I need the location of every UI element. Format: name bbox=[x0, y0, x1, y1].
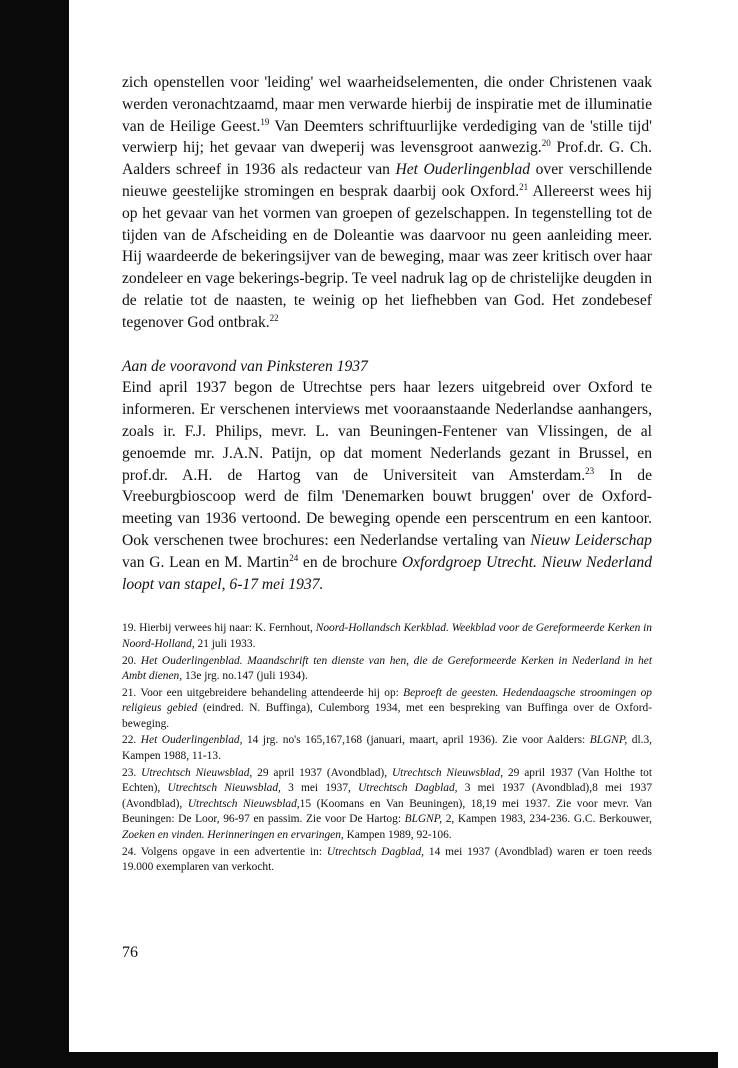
text: 14 mei 1937 (Avondblad) waren er toen reeds 19.000 exemplaren van verkocht. bbox=[122, 845, 652, 874]
footnote-ref-23: 23 bbox=[585, 465, 595, 476]
footnote-22 bbox=[122, 733, 652, 764]
italic-title: BLGNP, bbox=[589, 734, 628, 747]
italic-title: Het Ouderlingenblad, bbox=[140, 734, 243, 747]
text: 24. Volgens opgave in een advertentie in: bbox=[122, 845, 327, 858]
text: 3 mei 1937 (Avondblad),8 mei 1937 (Avondblad), bbox=[122, 782, 653, 810]
text: van G. Lean en M. Martin bbox=[122, 553, 290, 571]
text: 14 jrg. no's 165,167,168 (januari, maart, april 1936). Zie voor Aalders: bbox=[242, 734, 590, 747]
text: 15 (Koomans en Van Beuningen), 18,19 mei 1937. Zie voor mevr. Van Beuningen: De Loor, 96-97 en passim. Zie voor De Hartog: bbox=[122, 797, 652, 826]
italic-title: Nieuw Leiderschap bbox=[530, 531, 652, 549]
italic-title: Noord-Hollandsch Kerkblad. Weekblad voor de Gereformeerde Kerken in Noord-Holland, bbox=[122, 622, 652, 650]
text: 3 mei 1937, bbox=[280, 782, 359, 795]
text: (eindred. N. Buffinga), Culemborg 1934, met een bespreking van Buffinga over de Oxford-beweging. bbox=[122, 702, 652, 730]
text: 20. bbox=[122, 654, 141, 667]
text: In de Vreeburgbioscoop werd de film 'Denemarken bouwt bruggen' over de Oxford-meeting van 1936 vertoond. De beweging opende een perscentrum en een kantoor. Ook verschenen twee brochures: een Nederlandse vertaling van bbox=[122, 466, 652, 549]
bottom-scan-border bbox=[69, 1052, 718, 1068]
text: Eind april 1937 begon de Utrechtse pers haar lezers uitgebreid over Oxford te informeren. Er verschenen interviews met vooraanstaande Nederlandse aanhangers, zoals ir. F.J. Philips, mevr. L. van Beuningen-Fentener van Vlissingen, de al genoemde mr. J.A.N. Patijn, op dat moment Nederlands gezant in Brussel, en prof.dr. A.H. de Hartog van de Universiteit van Amsterdam. bbox=[122, 379, 652, 484]
text: 22. bbox=[122, 734, 141, 747]
page-number: 76 bbox=[122, 944, 138, 961]
italic-title: Oxfordgroep Utrecht. Nieuw Nederland loopt van stapel, 6-17 mei 1937. bbox=[122, 553, 652, 593]
section-heading: Aan de vooravond van Pinksteren 1937 bbox=[122, 357, 368, 375]
footnote-ref-21: 21 bbox=[519, 181, 529, 192]
footnotes bbox=[122, 621, 652, 876]
footnote-21 bbox=[122, 686, 652, 733]
text: 13e jrg. no.147 (juli 1934). bbox=[182, 670, 308, 683]
text: Kampen 1989, 92-106. bbox=[343, 829, 452, 842]
italic-title: Utrechtsch Dagblad, bbox=[358, 782, 458, 795]
main-text bbox=[122, 72, 652, 595]
text: over verschillende nieuwe geestelijke stromingen en besprak daarbij ook Oxford. bbox=[122, 161, 653, 200]
text: 19. Hierbij verwees hij naar: K. Fernhout, bbox=[122, 622, 316, 635]
footnote-ref-19: 19 bbox=[260, 116, 270, 127]
italic-title: Het Ouderlingenblad. Maandschrift ten dienste van hen, die de Gereformeerde Kerken in Nederland in het Ambt dienen, bbox=[122, 654, 652, 683]
italic-title: Zoeken en vinden. Herinneringen en ervaringen, bbox=[122, 829, 344, 842]
italic-title: Beproeft de geesten. Hedendaagsche stroomingen op religieus gebied bbox=[122, 686, 652, 715]
footnote-19 bbox=[122, 621, 652, 652]
page-content bbox=[122, 72, 652, 877]
footnote-20 bbox=[122, 654, 652, 685]
italic-title: Utrechtsch Nieuwsblad, bbox=[167, 782, 281, 795]
italic-title: BLGNP, bbox=[404, 813, 443, 826]
italic-title: Het Ouderlingenblad bbox=[395, 161, 531, 179]
text: 21. Voor een uitgebreidere behandeling attendeerde hij op: bbox=[122, 686, 404, 699]
footnote-ref-22: 22 bbox=[269, 312, 279, 323]
italic-title: Utrechtsch Nieuwsblad, bbox=[141, 766, 253, 779]
footnote-ref-24: 24 bbox=[289, 552, 299, 563]
text: 29 april 1937 (Van Holthe tot Echten), bbox=[122, 766, 652, 795]
italic-title: Utrechtsch Nieuwsblad, bbox=[187, 797, 300, 810]
italic-title: Utrechtsch Nieuwsblad, bbox=[391, 766, 504, 779]
text: 2, Kampen 1983, 234-236. G.C. Berkouwer, bbox=[442, 813, 652, 826]
paragraph-2 bbox=[122, 377, 652, 595]
text: zich openstellen voor 'leiding' wel waarheidselementen, die onder Christenen vaak werden veronachtzaamd, maar men verwarde hierbij de inspiratie met de illuminatie van de Heilige Geest. bbox=[122, 74, 652, 135]
italic-title: Utrechtsch Dagblad, bbox=[326, 845, 425, 858]
text: Allereerst wees hij op het gevaar van het vormen van groepen of gezelschappen. In tegenstelling tot de tijden van de Afscheiding en de Doleantie was daarvoor nu geen aanleiding meer. Hij waardeerde de bekeringsijver van de beweging, maar was zeer kritisch over haar zondeleer en vage bekerings-begrip. Te veel nadruk lag op de christelijke deugden in de relatie tot de naasten, te weinig op het liefhebben van God. Het zondebesef tegenover God ontbrak. bbox=[122, 182, 652, 331]
footnote-24 bbox=[122, 845, 652, 876]
left-scan-border bbox=[0, 0, 69, 1068]
text: 29 april 1937 (Avondblad), bbox=[252, 766, 392, 779]
text: 23. bbox=[122, 766, 142, 779]
text: en de brochure bbox=[298, 553, 402, 571]
footnote-23 bbox=[122, 766, 652, 844]
text: dl.3, Kampen 1988, 11-13. bbox=[122, 734, 653, 763]
text: 21 juli 1933. bbox=[194, 637, 256, 650]
paragraph-1 bbox=[122, 72, 652, 334]
text: Van Deemters schriftuurlijke verdediging van de 'stille tijd' verwierp hij; het gevaar van dweperij was levensgroot aanwezig. bbox=[122, 117, 652, 157]
footnote-ref-20: 20 bbox=[541, 138, 551, 149]
text: Prof.dr. G. Ch. Aalders schreef in 1936 als redacteur van bbox=[122, 139, 653, 179]
